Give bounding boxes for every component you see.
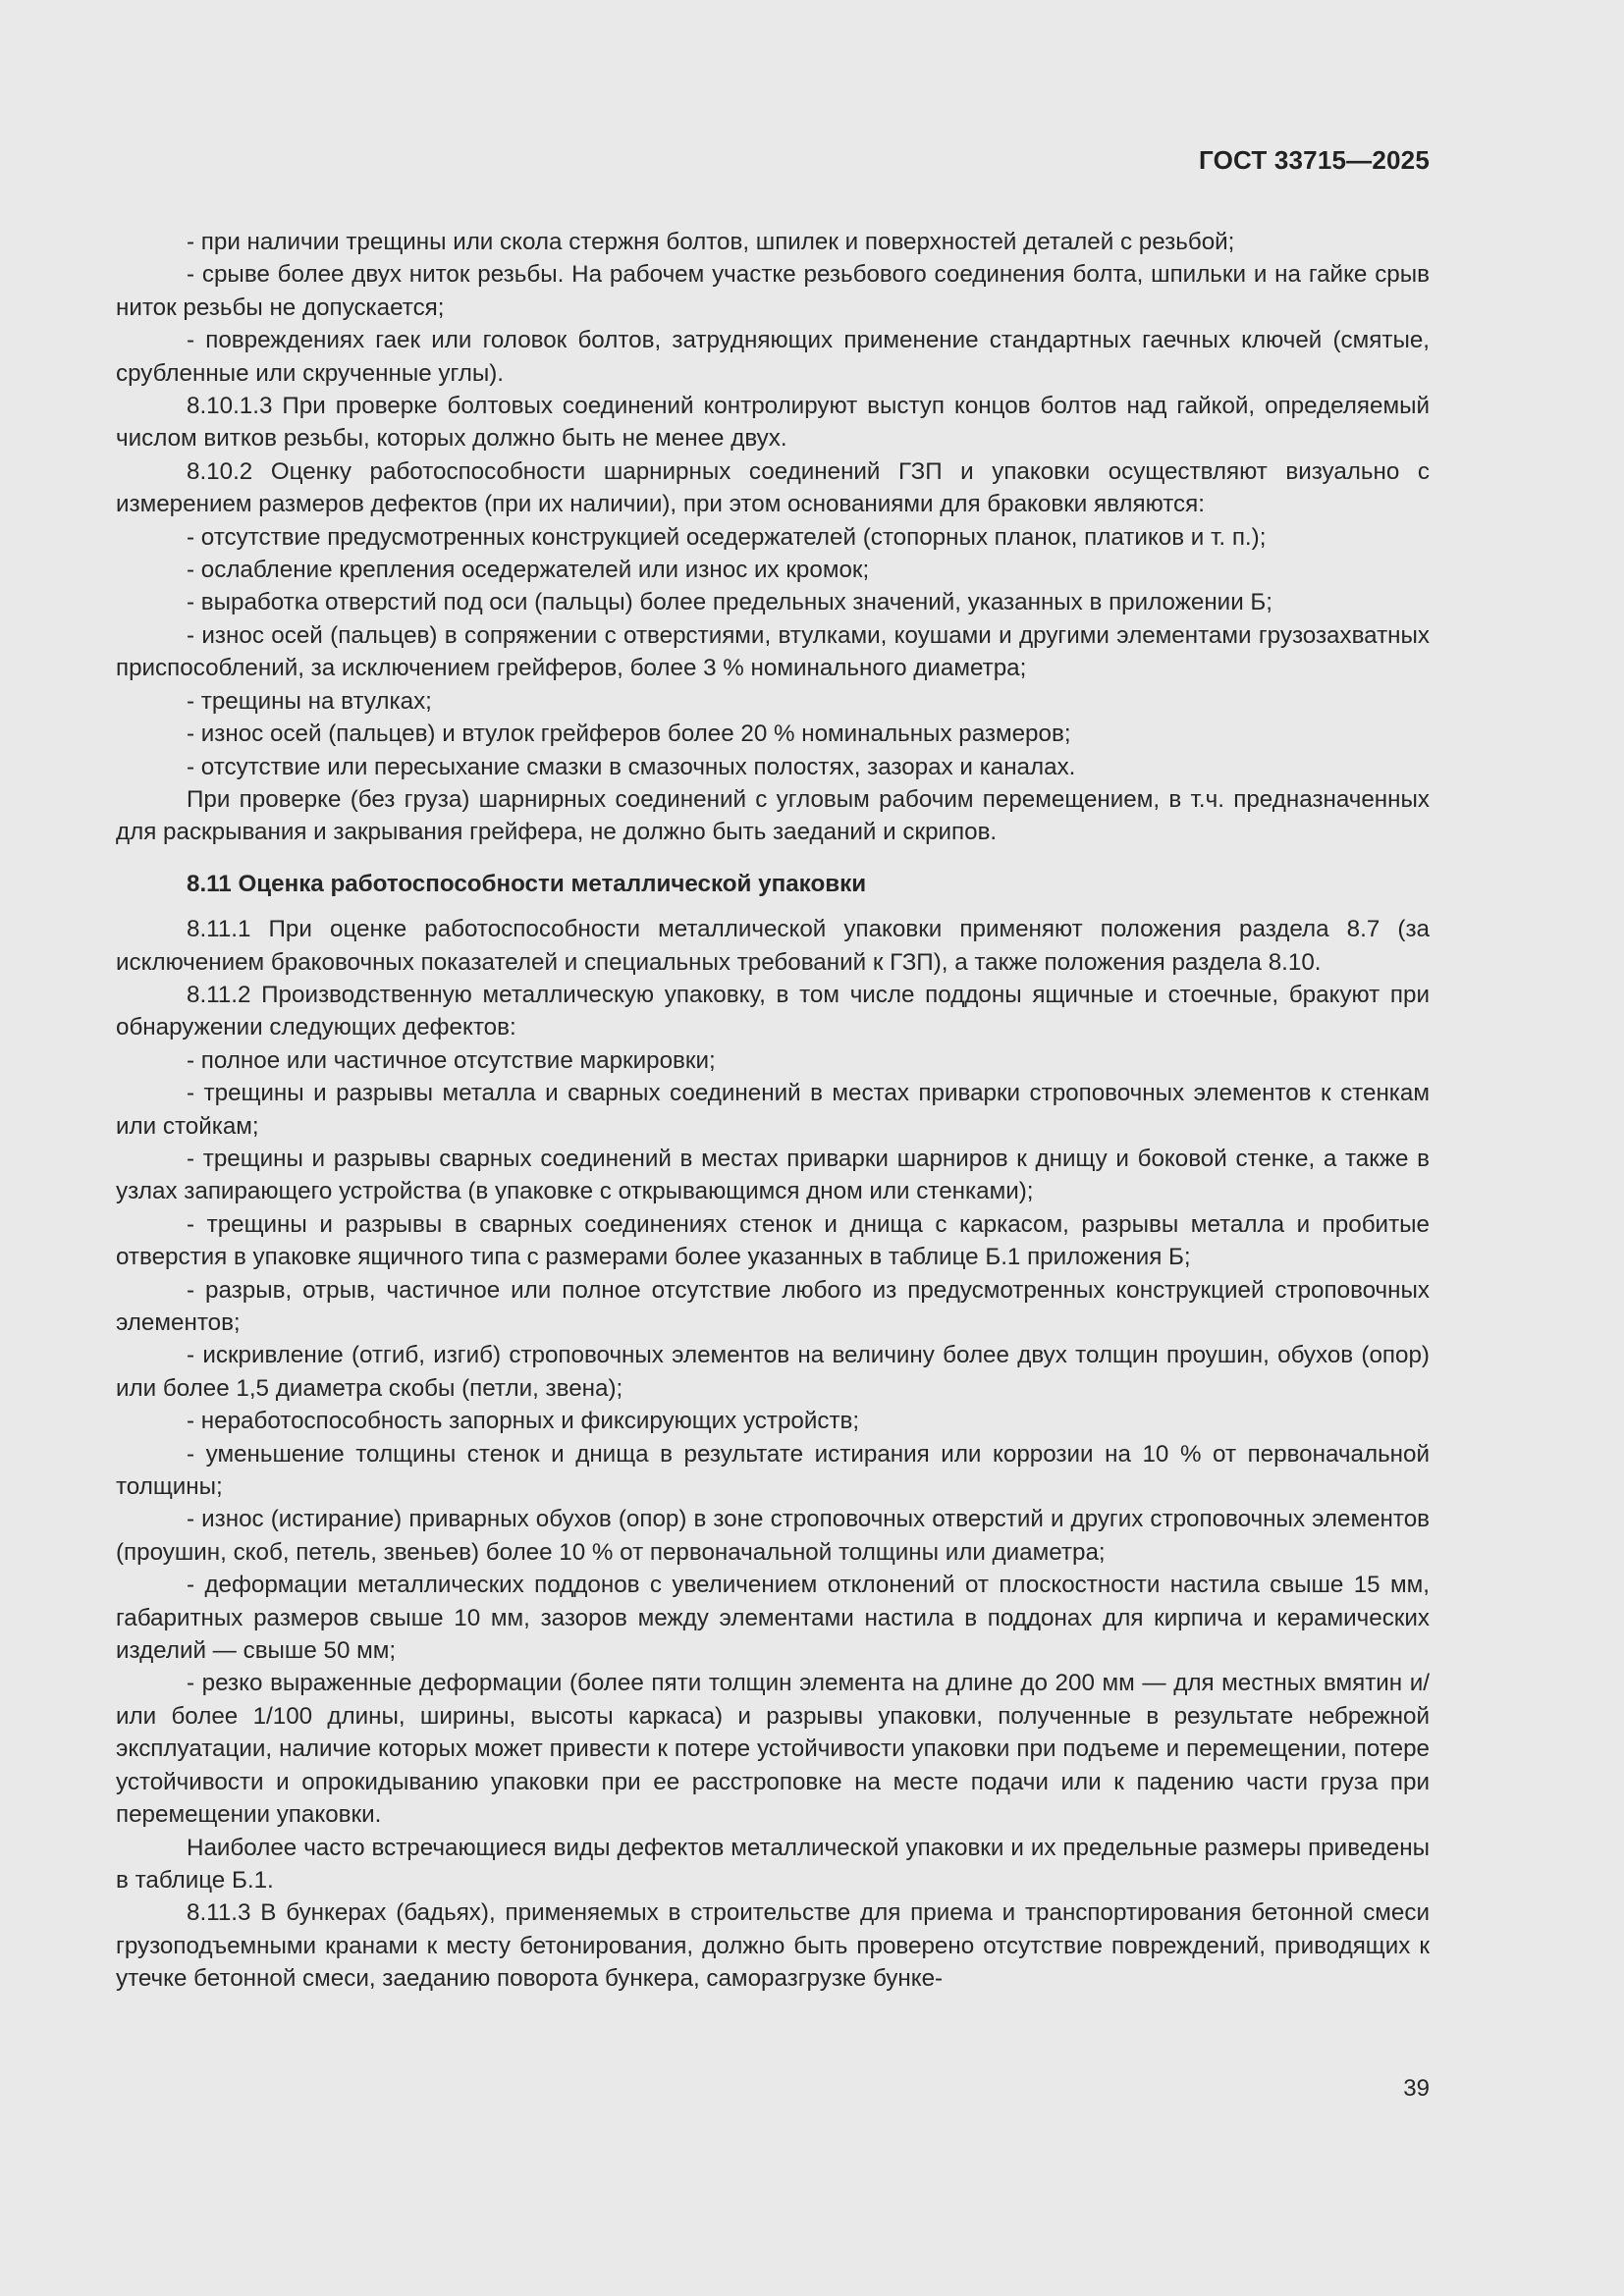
paragraph: - отсутствие предусмотренных конструкцией оседержателей (стопорных планок, платиков и т. п.); [187,523,1267,551]
paragraph: - выработка отверстий под оси (пальцы) более предельных значений, указанных в приложении Б; [187,589,1273,616]
paragraph: 8.11.1 При оценке работоспособности металлической упаковки применяют положения раздела 8.7 (за исключением браковочных показателей и специальных требований к ГЗП), а также положения раздела 8.10. [116,916,1430,976]
paragraph: - трещины и разрывы в сварных соединениях стенок и днища с каркасом, разрывы металла и пробитые отверстия в упаковке ящичного типа с размерами более указанных в таблице Б.1 приложения Б; [116,1210,1430,1271]
paragraph: - повреждениях гаек или головок болтов, затрудняющих применение стандартных гаечных ключей (смятые, срубленные или скрученные углы). [116,327,1430,387]
paragraph: - деформации металлических поддонов с увеличением отклонений от плоскостности настила свыше 15 мм, габаритных размеров свыше 10 мм, зазоров между элементами настила в поддонах для кирпича и керамических изделий — свыше 50 мм; [116,1572,1430,1665]
paragraph: - износ осей (пальцев) в сопряжении с отверстиями, втулками, коушами и другими элементами грузозахватных приспособлений, за исключением грейферов, более 3 % номинального диаметра; [116,621,1430,682]
document-header: ГОСТ 33715—2025 [1199,145,1430,175]
document-body [116,226,1430,1996]
paragraph: 8.10.2 Оценку работоспособности шарнирных соединений ГЗП и упаковки осуществляют визуально с измерением размеров дефектов (при их наличии), при этом основаниями для браковки являются: [116,457,1430,518]
paragraph: - трещины на втулках; [187,687,432,715]
paragraph: 8.10.1.3 При проверке болтовых соединений контролируют выступ концов болтов над гайкой, определяемый числом витков резьбы, которых должно быть не менее двух. [116,393,1430,453]
page-number: 39 [1403,2075,1430,2102]
paragraph: - износ (истирание) приварных обухов (опор) в зоне строповочных отверстий и других строповочных элементов (проушин, скоб, петель, звеньев) более 10 % от первоначальной толщины или диаметра; [116,1506,1430,1566]
paragraph: - трещины и разрывы металла и сварных соединений в местах приварки строповочных элементов к стенкам или стойкам; [116,1080,1430,1140]
paragraph: - неработоспособность запорных и фиксирующих устройств; [187,1408,860,1435]
paragraph: - износ осей (пальцев) и втулок грейферов более 20 % номинальных размеров; [187,721,1071,748]
paragraph: - при наличии трещины или скола стержня болтов, шпилек и поверхностей деталей с резьбой; [187,229,1235,255]
paragraph: - искривление (отгиб, изгиб) строповочных элементов на величину более двух толщин проушин, обухов (опор) или более 1,5 диаметра скобы (петли, звена); [116,1342,1430,1402]
section-heading: 8.11 Оценка работоспособности металлической упаковки [187,870,867,897]
paragraph: - срыве более двух ниток резьбы. На рабочем участке резьбового соединения болта, шпильки и на гайке срыв ниток резьбы не допускается; [116,261,1430,321]
paragraph: - резко выраженные деформации (более пяти толщин элемента на длине до 200 мм — для местных вмятин и/или более 1/100 длины, ширины, высоты каркаса) и разрывы упаковки, полученные в результате небрежной эксплуатации, наличие которых может привести к потере устойчивости упаковки при подъеме и перемещении, потере устойчивости и опрокидыванию упаковки при ее расстроповке на месте подачи или к падению части груза при перемещении упаковки. [116,1670,1430,1829]
paragraph: - уменьшение толщины стенок и днища в результате истирания или коррозии на 10 % от первоначальной толщины; [116,1440,1430,1501]
paragraph: - отсутствие или пересыхание смазки в смазочных полостях, зазорах и каналах. [187,753,1076,780]
paragraph: При проверке (без груза) шарнирных соединений с угловым рабочим перемещением, в т.ч. предназначенных для раскрывания и закрывания грейфера, не должно быть заеданий и скрипов. [116,785,1430,846]
paragraph: - полное или частичное отсутствие маркировки; [187,1046,716,1074]
paragraph: - трещины и разрывы сварных соединений в местах приварки шарниров к днищу и боковой стенке, а также в узлах запирающего устройства (в упаковке с открывающимся дном или стенками); [116,1145,1430,1205]
paragraph: - разрыв, отрыв, частичное или полное отсутствие любого из предусмотренных конструкцией строповочных элементов; [116,1276,1430,1336]
paragraph: Наиболее часто встречающиеся виды дефектов металлической упаковки и их предельные размеры приведены в таблице Б.1. [116,1834,1430,1894]
paragraph: - ослабление крепления оседержателей или износ их кромок; [187,557,870,584]
paragraph: 8.11.2 Производственную металлическую упаковку, в том числе поддоны ящичные и стоечные, бракуют при обнаружении следующих дефектов: [116,981,1430,1041]
paragraph: 8.11.3 В бункерах (бадьях), применяемых в строительстве для приема и транспортирования бетонной смеси грузоподъемными кранами к месту бетонирования, должно быть проверено отсутствие повреждений, приводящих к утечке бетонной смеси, заеданию поворота бункера, саморазгрузке бунке- [116,1899,1430,1993]
